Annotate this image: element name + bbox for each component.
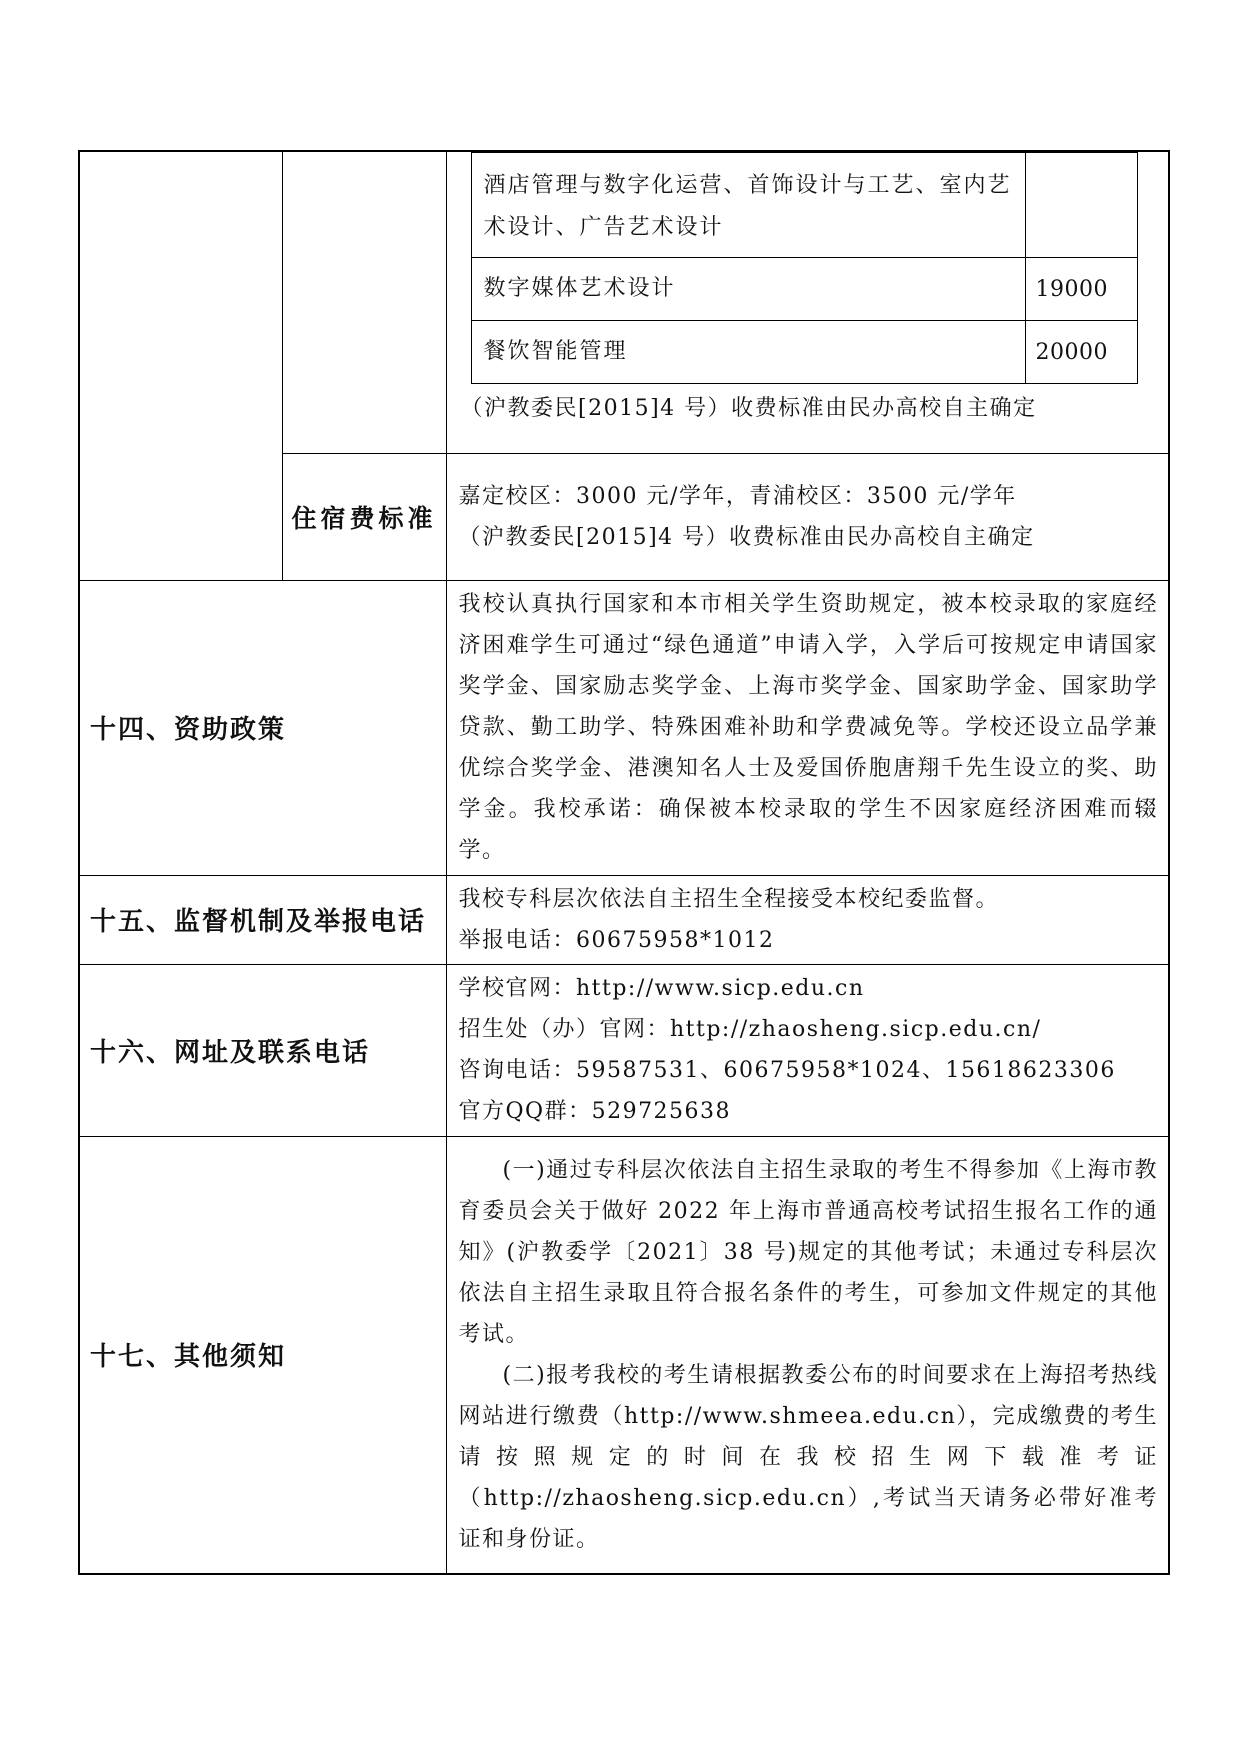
section-17-paragraph-2: (二)报考我校的考生请根据教委公布的时间要求在上海招考热线网站进行缴费（http://www.shmeea.edu.cn），完成缴费的考生请按照规定的时间在我校招生网下载准考证（http://zhaosheng.sicp.edu.cn）,考试当天请务必带好准考证和身份证。: [458, 1362, 1158, 1552]
section-16-content: [446, 964, 1169, 1136]
admissions-website-line: 招生处（办）官网：http://zhaosheng.sicp.edu.cn/: [458, 1017, 1042, 1042]
accommodation-line-2: （沪教委民[2015]4 号）收费标准由民办高校自主确定: [458, 524, 1035, 550]
fee-row: [471, 321, 1137, 384]
tuition-content-cell: [446, 151, 1169, 453]
section-15-row: [79, 875, 1169, 964]
section-15-content: [446, 875, 1169, 964]
fee-price: 19000: [1025, 258, 1137, 321]
fee-table: [471, 152, 1138, 384]
section-17-row: [79, 1136, 1169, 1574]
website-line: 学校官网：http://www.sicp.edu.cn: [458, 976, 865, 1001]
fee-major: 餐饮智能管理: [471, 321, 1025, 384]
section-14-label: 十四、资助政策: [79, 580, 446, 875]
tuition-sublabel-cell: [282, 151, 446, 453]
section-15-line-1: 我校专科层次依法自主招生全程接受本校纪委监督。: [458, 886, 1000, 912]
consult-phone-line: 咨询电话：59587531、60675958*1024、15618623306: [458, 1058, 1116, 1083]
admission-info-table: [78, 150, 1170, 1575]
section-17-content: [446, 1136, 1169, 1574]
accommodation-content: [446, 453, 1169, 580]
fee-major: 酒店管理与数字化运营、首饰设计与工艺、室内艺术设计、广告艺术设计: [471, 153, 1025, 258]
section-14-content: [446, 580, 1169, 875]
tuition-section-label-cell: [79, 151, 282, 580]
section-15-line-2: 举报电话：60675958*1012: [458, 927, 775, 953]
section-17-label: 十七、其他须知: [79, 1136, 446, 1574]
section-15-label: 十五、监督机制及举报电话: [79, 875, 446, 964]
section-16-row: [79, 964, 1169, 1136]
qq-group-line: 官方QQ群：529725638: [458, 1099, 732, 1124]
fee-price: 20000: [1025, 321, 1137, 384]
section-16-label: 十六、网址及联系电话: [79, 964, 446, 1136]
section-17-paragraph-1: (一)通过专科层次依法自主招生录取的考生不得参加《上海市教育委员会关于做好 2022 年上海市普通高校考试招生报名工作的通知》(沪教委学〔2021〕38 号)规定的其他考试；未通过专科层次依法自主招生录取且符合报名条件的考生，可参加文件规定的其他考试。: [458, 1157, 1158, 1347]
fee-note: （沪教委民[2015]4 号）收费标准由民办高校自主确定: [460, 396, 1037, 421]
fee-price: [1025, 153, 1137, 258]
fee-major: 数字媒体艺术设计: [471, 258, 1025, 321]
section-14-row: [79, 580, 1169, 875]
tuition-row: [79, 151, 1169, 453]
fee-row: [471, 258, 1137, 321]
fee-row: [471, 153, 1137, 258]
accommodation-label: 住宿费标准: [282, 453, 446, 580]
accommodation-line-1: 嘉定校区：3000 元/学年，青浦校区：3500 元/学年: [458, 483, 1017, 509]
section-14-text: 我校认真执行国家和本市相关学生资助规定，被本校录取的家庭经济困难学生可通过“绿色通道”申请入学，入学后可按规定申请国家奖学金、国家励志奖学金、上海市奖学金、国家助学金、国家助学贷款、勤工助学、特殊困难补助和学费减免等。学校还设立品学兼优综合奖学金、港澳知名人士及爱国侨胞唐翔千先生设立的奖、助学金。我校承诺：确保被本校录取的学生不因家庭经济困难而辍学。: [458, 592, 1158, 863]
